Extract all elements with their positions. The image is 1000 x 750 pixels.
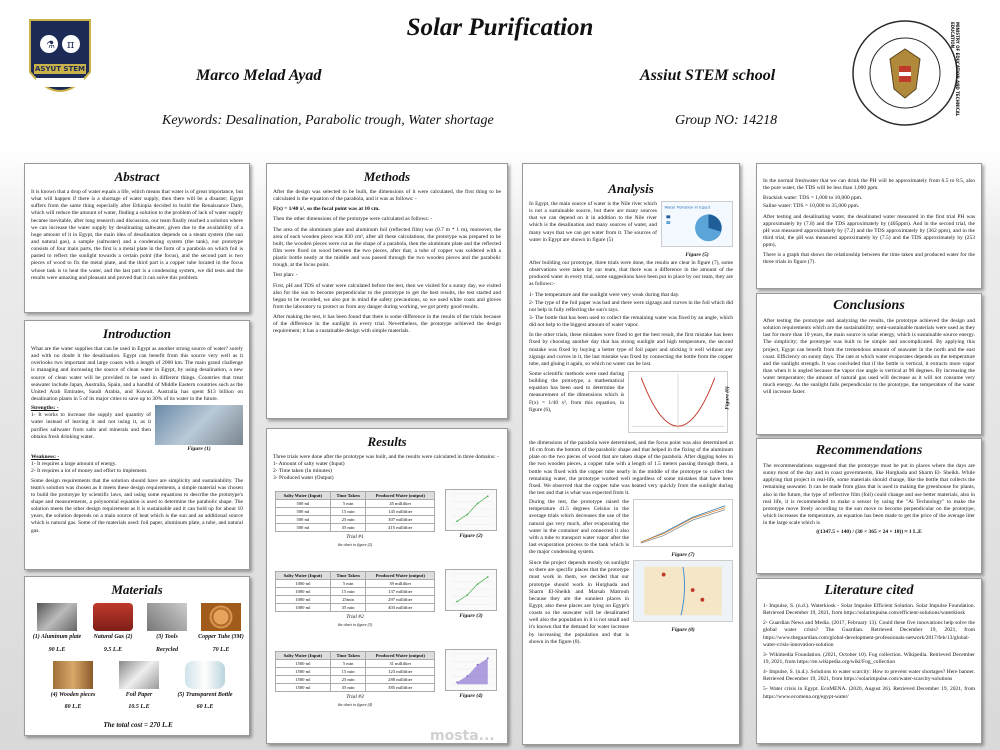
material-label-2: Natural Gas (2) bbox=[93, 634, 133, 640]
data-point bbox=[477, 503, 479, 505]
right-logo bbox=[850, 14, 960, 132]
material-price-6: 10.5 L.E bbox=[128, 704, 150, 710]
methods-heading: Methods bbox=[363, 169, 411, 184]
analysis-obs-2: 2- The type of the foil paper was bad and there were zigzags and curves in the foil which did not help in fully reflecting the sun's rays. bbox=[529, 299, 733, 313]
methods-p4: Test plan: - bbox=[273, 272, 298, 279]
transparent-bottle-image bbox=[185, 661, 225, 689]
material-price-4: 70 L.E bbox=[212, 647, 230, 653]
figure-4-caption: Figure (4) bbox=[459, 693, 483, 699]
strengths-text: 1- It works to increase the supply and quantity of water instead of leaving it and not using it, as it purifies saltwater from salts and minerals and then obtains fresh drinking water. bbox=[31, 412, 151, 440]
material-price-7: 60 L.E bbox=[196, 704, 214, 710]
abstract-text: It is known that a drop of water equals a life, which means that water is of great importance, but what will happen if there is a shortage of water supply, then there will be a disaster; Egypt suffers from the same thing especially after Ethiopia decided to build the Renaissance Dam, which will reduce the amount of water, finding a solution to the problem of lack of water supply became inevitable, after long research and discussion, our team finally reached a solution where we can increase the water supply by desalinating saltwater, given due to the availability of a huge amount of it in Egypt, the main idea of desalination depends on a steam system (the sun and natural gas), a sample (saltwater) and a condensing system (the tank), our prototype consists of four main parts, the first is a metal plate in the form of a parabola on which foil is pasted to reflect the sunlight towards a certain point (the focus), and the second part is two pieces of wood to fix the metal plate, and the third part is a copper tube located in the focus whose task is to heat the water, and the last part is a condensing system, we did tests and the results were amazing and pleasant and proved that it can solve this problem. bbox=[31, 189, 243, 281]
methods-panel bbox=[266, 163, 508, 419]
series-area bbox=[457, 658, 488, 684]
data-point bbox=[466, 675, 468, 677]
copper-tube-image bbox=[201, 603, 241, 631]
material-price-1: 90 L.E bbox=[48, 647, 66, 653]
recommendations-panel bbox=[756, 438, 982, 574]
analysis-p4: Some scientific methods were used during building the prototype, a mathematical equation has been used to determine the measurement of the dimensions which is F(x) = 1/40 x², from this equation, in figure (6), bbox=[529, 370, 625, 413]
left-logo-text: ASYUT STEM bbox=[35, 65, 85, 73]
foil-paper-image bbox=[119, 661, 159, 689]
figure-2-caption: Figure (2) bbox=[459, 533, 483, 539]
trial-1-label: Trial #1 bbox=[346, 534, 364, 540]
figure-1-caption: Figure (1) bbox=[187, 446, 211, 453]
data-point bbox=[477, 664, 479, 666]
analysis-heading: Analysis bbox=[608, 181, 654, 196]
analysis-continued-panel bbox=[756, 163, 982, 289]
introduction-heading: Introduction bbox=[103, 326, 171, 341]
data-point bbox=[466, 594, 468, 596]
analysis-cont-p1: In the normal freshwater that we can drink the PH will be approximately from 6.5 to 8.5, also the pure water, the TDS will be less than 1,000 ppm. bbox=[763, 178, 975, 192]
methods-p3: The area of the aluminum plate and aluminum foil (reflected film) was (0.7 m * 1 m), moreover, the area of each wooden piece was 830 cm², after all these calculations, the prototype was prepared to be built, the wooden pieces were cut as the shape of a parabola, then the aluminum plate and the reflected film were fixed on wood between the two pieces, after that, a tube of copper was soldered with a plastic bottle neatly at the middle and was passed through the two wooden pieces and the parabolic trough, at the focus point. bbox=[273, 226, 501, 269]
introduction-text: What are the water supplies that can be used in Egypt as another strong source of water? surely and with no doubt it the desalination. Egypt can benefit from this source very well as it overlooks two important and large coasts with a length of 2000 km. The main grand challenge is managing and increasing the source of clean water in Egypt, by using desalination, a new source of clean water will be provided to be used in different things. Countries that treat seawater include Japan, Australia, Spain, and a handful of Middle Eastern countries such as the United Arab Emirates, Saudi Arabia, and Kuwait. Australia has spent $13 billion on desalination plants in 5 of its major cities to save up to 30% of its water in the future. bbox=[31, 346, 243, 402]
analysis-obs-1: 1- The temperature and the sunlight were very weak during that day. bbox=[529, 291, 680, 298]
trial-2-table: Salty Water (Input) Time Taken Produced Water (output) 1000 ml 5 min 39 milliliter 1000 ml 15 min 137 milliliter 1000 ml 25min 297 milliliter 1000 ml 35 min 403 milliliter bbox=[275, 571, 435, 612]
trial-3-note: the chart in figure (4) bbox=[337, 702, 373, 707]
material-label-3: (3) Tools bbox=[156, 634, 178, 640]
trial-2-label: Trial #2 bbox=[346, 614, 364, 620]
analysis-cont-p3: Saline water: TDS = 10,000 to 35,000 ppm. bbox=[763, 203, 860, 210]
data-point bbox=[456, 681, 458, 683]
reference-4: 4- Impulse, S. (n.d.). Solutions to water scarcity: How to prevent water shortages? Here banner. Retrieved December 19, 2021, from https://solarimpulse.com/water-scarcity-solutions bbox=[763, 669, 975, 683]
analysis-cont-p2: Brackish water: TDS = 1,000 to 10,000 ppm. bbox=[763, 195, 863, 202]
figure-3-chart bbox=[445, 569, 497, 611]
analysis-cont-p5: There is a graph that shows the relationship between the time taken and produced water for the three trials in figure (7). bbox=[763, 252, 975, 266]
series-line bbox=[457, 577, 488, 602]
material-price-2: 9.5 L.E bbox=[103, 647, 123, 653]
natural-gas-image bbox=[93, 603, 133, 631]
conclusions-panel bbox=[756, 293, 982, 435]
materials-panel bbox=[24, 576, 250, 736]
svg-text:π: π bbox=[67, 38, 75, 51]
figure-4-chart bbox=[445, 649, 497, 691]
results-list-2: 2- Time taken (In minutes) bbox=[273, 468, 332, 475]
figure-7-chart bbox=[633, 499, 733, 547]
reference-3: 3- Wikimedia Foundation. (2021, October 10). Fog collection. Wikipedia. Retrieved December 19, 2021, from https://en.wikipedia.org/wiki/Fog_collection bbox=[763, 651, 975, 665]
figure-7-series-3 bbox=[641, 510, 725, 544]
strengths-heading: Strengths: - bbox=[31, 405, 59, 412]
data-point bbox=[466, 514, 468, 516]
data-point bbox=[456, 601, 458, 603]
introduction-panel bbox=[24, 320, 250, 570]
recommendations-text: The recommendations suggested that the prototype must be put in places where the days are sunny most of the day and in coast governments, like Hurghada and Sharm El- Sheikh. While applying that project in real-life, some materials should change, like the bottle that collects the remaining seawater. It can be made from glass that is used in making the greenhouse for plants, also in the future, the type of reflective film (foil) could change and use better materials, also in real life, it is recommended to make a sensor by using the "Ai Technology" to make the prototype move freely according to the sun move to become perpendicular on the prototype, which increases the temperature, an equation has been made to get the price of the average liter in the large scale which is bbox=[763, 463, 975, 527]
recommendations-heading: Recommendations bbox=[815, 443, 923, 458]
recommendations-equation: ((1347.5 + 140) / (30 × 365 × 24 × 10)) ≈ 1 L.E bbox=[816, 529, 922, 536]
figure-8-map bbox=[633, 560, 733, 622]
conclusions-heading: Conclusions bbox=[833, 298, 905, 313]
data-point bbox=[487, 657, 489, 659]
trial-1-note: the chart in figure (2) bbox=[337, 542, 373, 547]
trial-3-table: Salty Water (Input) Time Taken Produced Water (output) 1500 ml 5 min 31 milliliter 1500 ml 15 min 123 milliliter 1500 ml 25 min 288 milliliter 1500 ml 35 min 385 milliliter bbox=[275, 651, 435, 692]
map-marker bbox=[700, 598, 704, 602]
design-text: Some design requirements that the solution should have are simplicity and sustainability. The team's solution was chosen as it meets these design requirements, a simple material was chosen to build the prototype by scientific laws, and using some equations to describe the prototype's shape and measurements, a polynomial equation is used to determine the parabolic shape. The solution meets the other design requirement as it is sustainable and it can hold up for about 10 years, the solution depends on a main source of heat which is the sun and an additional source which is natural gas. Some of the materials used: foil paper, aluminum plate, a tube, and natural gas. bbox=[31, 477, 243, 534]
pie-legend-key bbox=[666, 221, 670, 224]
analysis-p6: During the test, the prototype raised the temperature 41.5 degrees Celsius in the average trials which decreases the use of the natural gas very much, after evaporating the water in the container and connected it also with a tube to transport water vapor after the last evaporation process to the tank which is the major condensing system. bbox=[529, 499, 629, 556]
methods-p1: After the design was selected to be built, the dimensions of it were calculated, the first thing to be calculated is the equation of the parabola, and it was as follows: - bbox=[273, 189, 501, 203]
methods-p2: Then the other dimensions of the prototype were calculated as follows: - bbox=[273, 216, 433, 223]
literature-panel bbox=[756, 578, 982, 744]
total-cost: The total cost = 270 L.E bbox=[103, 721, 173, 729]
data-point bbox=[487, 576, 489, 578]
figure-5-caption: Figure (5) bbox=[685, 252, 709, 258]
analysis-obs-3: 3- The bottle that has been used to collect the remaining water was fixed by an angle, which did not help to the biggest amount of water vapor. bbox=[529, 314, 733, 329]
group-number: Group NO: 14218 bbox=[675, 113, 778, 128]
trial-2-note: the chart in figure (3) bbox=[337, 622, 373, 627]
material-price-5: 80 L.E bbox=[64, 704, 82, 710]
watermark: mosta... bbox=[430, 728, 495, 744]
material-price-3: Recycled bbox=[156, 647, 178, 653]
methods-equation: F(x) = 1/40 x², so the focal point was at 10 cm. bbox=[273, 206, 380, 213]
figure-5-chart-title: Water Pollution in Egypt bbox=[664, 204, 711, 210]
right-logo-text: MINISTRY OF EDUCATION AND TECHNICAL EDUCATION bbox=[950, 22, 960, 117]
figure-8-caption: Figure (8) bbox=[671, 627, 695, 634]
material-label-4: Copper Tube (3M) bbox=[198, 634, 244, 640]
map-marker bbox=[691, 588, 695, 592]
material-label-7: (5) Transparent Bottle bbox=[177, 692, 233, 698]
materials-heading: Materials bbox=[111, 582, 163, 597]
results-list-3: 3- Produced water (Output) bbox=[273, 475, 334, 482]
keywords: Keywords: Desalination, Parabolic trough, Water shortage bbox=[162, 113, 494, 128]
trial-3-block bbox=[275, 651, 435, 707]
aluminum-plate-image bbox=[37, 603, 77, 631]
results-intro: Three trials were done after the prototype was built, and the results were calculated in three domains: - bbox=[273, 454, 499, 460]
weakness-heading: Weakness: - bbox=[31, 454, 60, 461]
weakness-1: 1- It requires a large amount of energy. bbox=[31, 461, 117, 468]
reference-2: 2- Guardian News and Media. (2017, February 13). Could these five innovations help solve the global water crisis? The Guardian. Retrieved December 19, 2021, from https://www.theguardian.com/global-development-professionals-network/2017/feb/13/global-water-crisis-innovation-solution bbox=[763, 620, 975, 648]
desalination-plant-photo bbox=[155, 405, 243, 445]
series-line bbox=[457, 496, 488, 521]
analysis-p5: the dimensions of the parabola were determined, and the focus point was also determined at 10 cm from the bottom of the parabolic shape and that helped in the fixing of the aluminum plate on the two pieces of wood that are taken shape of the parabola. After digging holes in the two wooden pieces, a copper tube with a length of 1.5 meters passing through them, a bottle was fixed with the copper tube nearly in the middle of the prototype to collect the remaining water, the prototype worked well regardless of some mistakes that have been fixed. We observed that the copper tube was heated very quickly from the sunlight during the test and that is what was expected from it. bbox=[529, 439, 733, 496]
figure-5-chart bbox=[661, 201, 733, 247]
methods-p5: First, pH and TDS of water were calculated before the test, then we visited for a sunny day, we visited also for the sun to become perpendicular to the prototype to get the best results, the test started and began to be recorded, we also put in mind the safety precautions, so we used white coats and gloves from the laboratory to protect us from any danger during working, we got pretty good results. bbox=[273, 282, 501, 310]
results-list-1: 1- Amount of salty water (Input) bbox=[273, 461, 345, 468]
material-label-6: Foil Paper bbox=[125, 692, 153, 698]
school-name: Assiut STEM school bbox=[640, 67, 776, 84]
figure-2-chart bbox=[445, 489, 497, 531]
conclusions-text: After testing the prototype and analyzing the results, the prototype achieved the design and solution requirements which are the sustainability; semi-sustainable materials were used as they last for more than 10 years, the main source is solar energy, which is sustainable source energy. The simplicity; the prototype was built to be simple and uncomplicated. By applying this project, Egypt can benefit from the tremendous amount of seawater in the north and the east coast. Efficiency on sunny days. The rate at which water evaporates depends on the temperature and the sunlight strength. It was concluded that if the bottle is vertical, it extracts more vapor than when it is angled because the vapor rise angle is vertical at 90 degrees. By increasing the water temperature; the amount of natural gas used will decrease as it will not consume very much energy. As the sunlight falls perpendicular to the prototype, the temperature of the water will increase faster. bbox=[763, 318, 975, 396]
abstract-panel bbox=[24, 163, 250, 313]
svg-text:⚗: ⚗ bbox=[46, 40, 55, 51]
tools-image bbox=[147, 603, 187, 631]
analysis-cont-p4: After testing and desalinating water, the desalinated water measured in the first trial PH was approximately by (7.8) and the TDS approximately by (405ppm). And in the second trial, the pH was measured approximately by (7.2) and the TDS approximately by (362 ppm), and in the third trial, the pH was measured approximately by (7.5) and the TDS approximately by (253 ppm), bbox=[763, 213, 975, 249]
author-name: Marco Melad Ayad bbox=[196, 67, 322, 84]
data-point bbox=[477, 583, 479, 585]
results-panel bbox=[266, 428, 508, 744]
analysis-panel bbox=[522, 163, 740, 745]
reference-5: 5- Water crisis in Egypt. EcoMENA. (2020, August 26). Retrieved December 19, 2021, from https://www.ecomena.org/egypt-water/ bbox=[763, 686, 975, 700]
analysis-p7: Since the project depends mostly on sunlight so there are specific places that the prototype must work in them, we decided that our prototype should work in Hurghada and Sharm El-Sheikh and Marsah Matrouh because they are the sunniest places in Egypt, also these places are lying on Egypt's coasts so the seawater will be desalinated well also the population in it is not small and it's known that the demand for water increase by increasing the population and that is shown in the figure (8). bbox=[529, 560, 629, 645]
trial-1-table: Salty Water (Input) Time Taken Produced Water (output) 500 ml 5 min 45 milliliter 500 ml 15 min 145 milliliter 500 ml 25 min 307 milliliter 500 ml 35 min 415 milliliter bbox=[275, 491, 435, 532]
data-point bbox=[456, 520, 458, 522]
data-point bbox=[487, 495, 489, 497]
figure-7-caption: Figure (7) bbox=[671, 552, 695, 559]
analysis-p1: In Egypt, the main source of water is the Nile river which is not a sustainable source, but there are many sources that we can depend on it in addition to the Nile river which is the desalination and many sources of water, and many ways that we can get water from it. The sources of water in Egypt are shown in figure (5) bbox=[529, 201, 657, 243]
analysis-p3: In the other trials, these mistakes were fixed to get the best result, the first mistake has been fixed by choosing another day that has strong sunlight and high temperature, the second mistake was fixed by buying a better type of foil paper and sticking it well without any zigzags and curves in it, the last mistake was fixed by connecting the bottle from the copper tube, and gluing it again, so which no water can be lost. bbox=[529, 332, 733, 367]
material-label-1: (1) Aluminum plate bbox=[32, 634, 82, 640]
weakness-2: 2- It requires a lot of money and effort to implement. bbox=[31, 468, 148, 475]
analysis-p2: After building our prototype, three trials were done, the results are clear in figure (7), some observations were taken by our team, that there was a difference in the amount of the produced water in every trial, some suggestions have been put in place by our team, they are as follows:- bbox=[529, 260, 733, 288]
pie-legend-key bbox=[666, 215, 670, 218]
trial-1-block bbox=[275, 491, 435, 547]
methods-p6: After making the test, it has been found that there is some difference in the results of the trials because of the difference in the sunlight in every trial. Nevertheless, the prototype achieved the design requirement; it has a sustainable design with simple materials. bbox=[273, 314, 501, 335]
figure-7-series-1 bbox=[641, 506, 725, 542]
results-heading: Results bbox=[367, 434, 407, 449]
poster-title: Solar Purification bbox=[406, 14, 594, 41]
literature-heading: Literature cited bbox=[824, 583, 914, 598]
material-label-5: (4) Wooden pieces bbox=[50, 692, 96, 698]
figure-6-parabola bbox=[628, 371, 731, 433]
figure-6-caption: Figure (6) bbox=[724, 386, 731, 410]
map-marker bbox=[662, 573, 666, 577]
figure-3-caption: Figure (3) bbox=[459, 613, 483, 619]
wooden-pieces-image bbox=[53, 661, 93, 689]
trial-3-label: Trial #3 bbox=[346, 694, 364, 700]
trial-2-block bbox=[275, 571, 435, 627]
reference-1: 1- Impulse, S. (n.d.). Waterkiosk - Solar Impulse Efficient Solution. Solar Impulse Foundation. Retrieved December 19, 2021, from https://solarimpulse.com/efficient-solutions/waterkiosk bbox=[763, 603, 975, 617]
abstract-heading: Abstract bbox=[114, 169, 160, 184]
